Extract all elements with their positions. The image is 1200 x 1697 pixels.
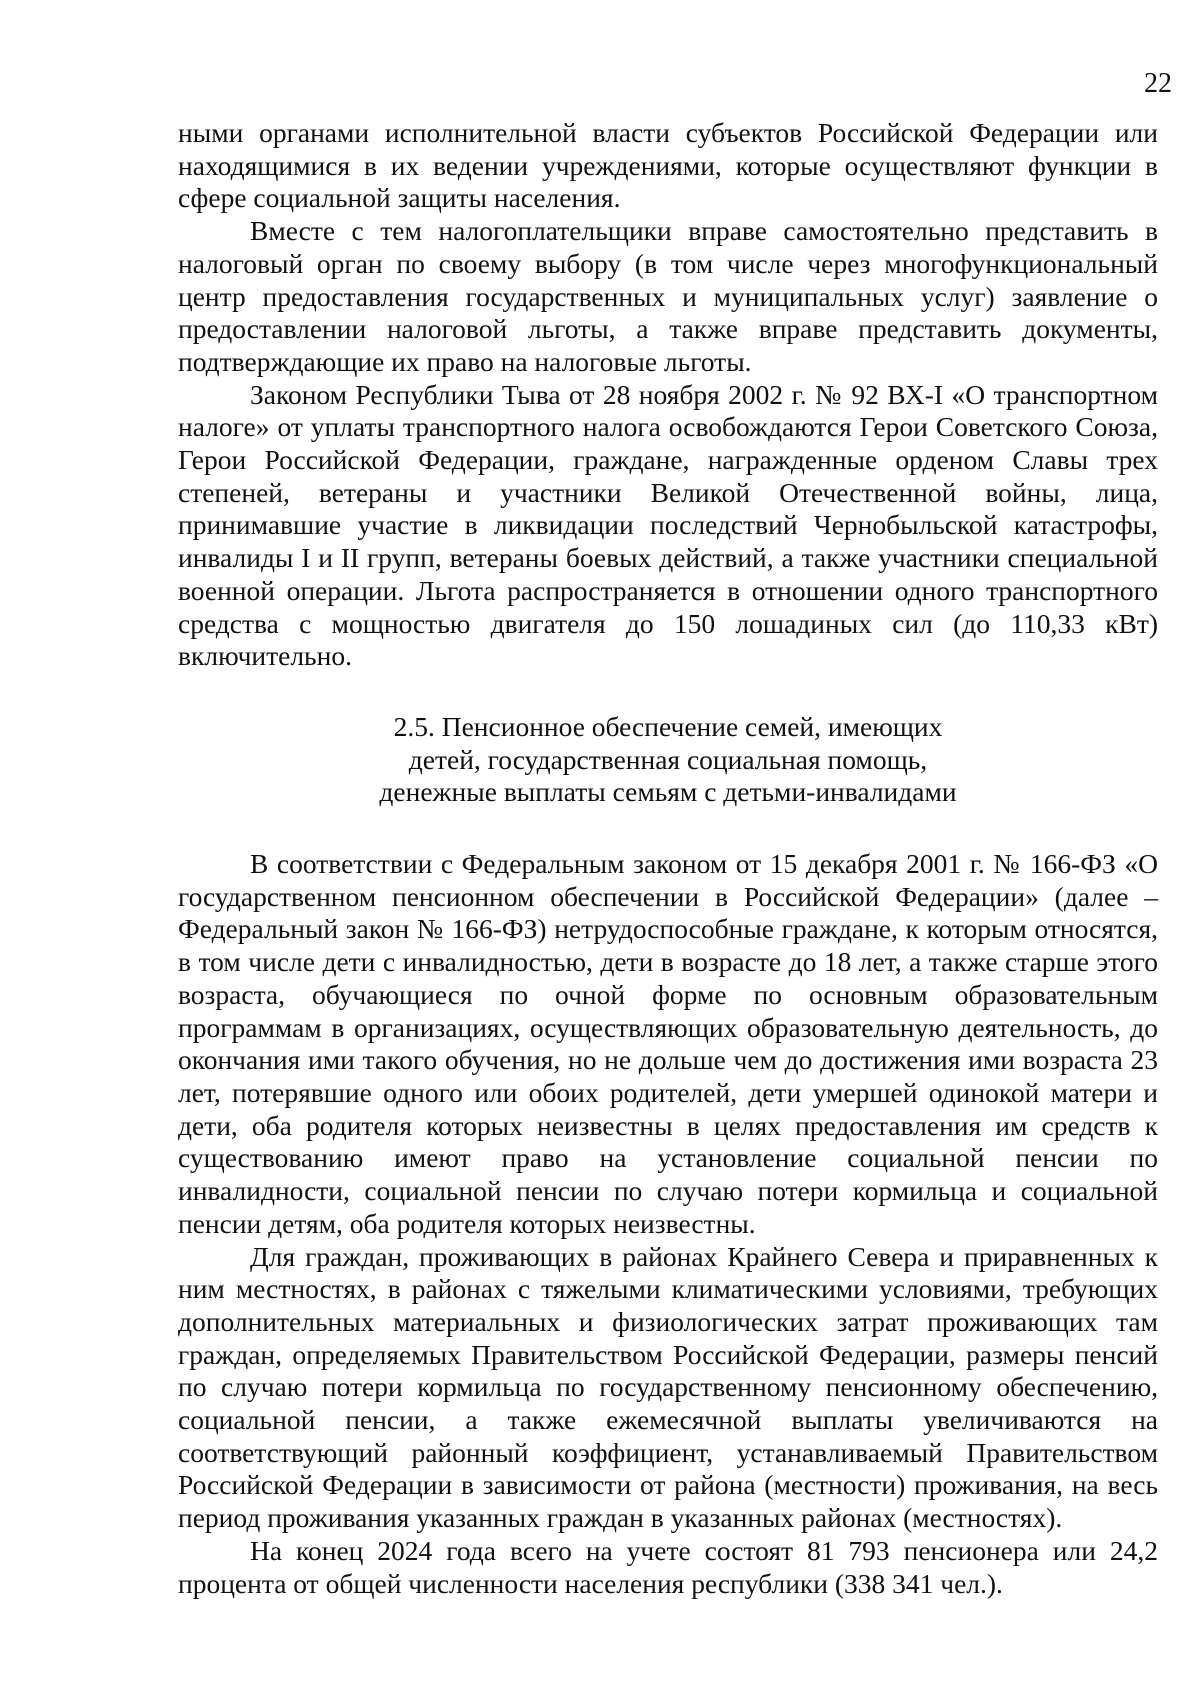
section-heading [178,711,1158,809]
paragraph: ными органами исполнительной власти субъектов Российской Федерации или находящимися в их ведении учреждениями, которые осуществляют функции в сфере социальной защиты населения. [178,117,1158,214]
page-number: 22 [1144,68,1172,99]
paragraph: В соответствии с Федеральным законом от 15 декабря 2001 г. № 166-ФЗ «О государственном пенсионном обеспечении в Российской Федерации» (далее – Федеральный закон № 166-ФЗ) нетрудоспособные граждане, к которым относятся, в том числе дети с инвалидностью, дети в возрасте до 18 лет, а также старше этого возраста, обучающиеся по очной форме по основным образовательным программам в организациях, осуществляющих образовательную деятельность, до окончания ими такого обучения, но не дольше чем до достижения ими возраста 23 лет, потерявшие одного или обоих родителей, дети умершей одинокой матери и дети, оба родителя которых неизвестны в целях предоставления им средств к существованию имеют право на установление социальной пенсии по инвалидности, социальной пенсии по случаю потери кормильца и социальной пенсии детям, оба родителя которых неизвестны. [178,848,1158,1239]
paragraph: На конец 2024 года всего на учете состоят 81 793 пенсионера или 24,2 процента от общей численности населения республики (338 341 чел.). [178,1534,1158,1599]
document-body [178,117,1158,1600]
section-heading-line: денежные выплаты семьям с детьми-инвалидами [379,776,957,808]
section-heading-line: 2.5. Пенсионное обеспечение семей, имеющих [393,710,943,742]
section-heading-line: детей, государственная социальная помощь, [408,743,928,775]
paragraph: Законом Республики Тыва от 28 ноября 2002 г. № 92 ВХ-I «О транспортном налоге» от уплаты транспортного налога освобождаются Герои Советского Союза, Герои Российской Федерации, граждане, награжденные орденом Славы трех степеней, ветераны и участники Великой Отечественной войны, лица, принимавшие участие в ликвидации последствий Чернобыльской катастрофы, инвалиды I и II групп, ветераны боевых действий, а также участники специальной военной операции. Льгота распространяется в отношении одного транспортного средства с мощностью двигателя до 150 лошадиных сил (до 110,33 кВт) включительно. [178,378,1158,672]
paragraph: Для граждан, проживающих в районах Крайнего Севера и приравненных к ним местностях, в районах с тяжелыми климатическими условиями, требующих дополнительных материальных и физиологических затрат проживающих там граждан, определяемых Правительством Российской Федерации, размеры пенсий по случаю потери кормильца по государственному пенсионному обеспечению, социальной пенсии, а также ежемесячной выплаты увеличиваются на соответствующий районный коэффициент, устанавливаемый Правительством Российской Федерации в зависимости от района (местности) проживания, на весь период проживания указанных граждан в указанных районах (местностях). [178,1240,1158,1534]
paragraph: Вместе с тем налогоплательщики вправе самостоятельно представить в налоговый орган по своему выбору (в том числе через многофункциональный центр предоставления государственных и муниципальных услуг) заявление о предоставлении налоговой льготы, а также вправе представить документы, подтверждающие их право на налоговые льготы. [178,215,1158,377]
